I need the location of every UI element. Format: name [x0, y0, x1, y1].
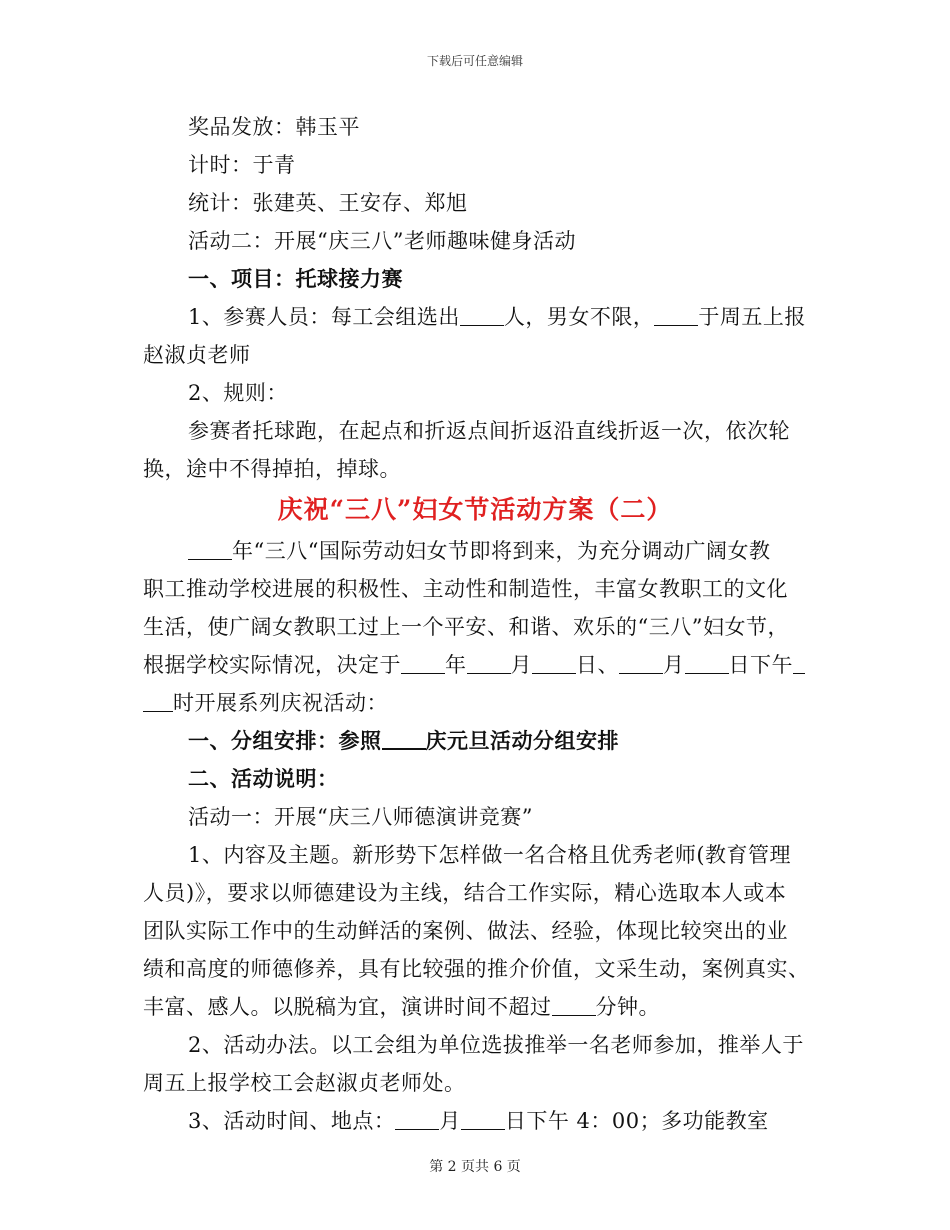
text-line: 职工推动学校进展的积极性、主动性和制造性，丰富女教职工的文化: [143, 577, 788, 601]
text-span: 1、参赛人员：每工会组选出: [188, 305, 460, 329]
text-line: [143, 532, 807, 570]
document-title: 庆祝“三八”妇女节活动方案（二）: [277, 495, 673, 524]
text-span: 分钟。: [595, 995, 660, 1019]
text-line: [143, 298, 807, 336]
page-footer: 第 2 页共 6 页: [429, 1159, 521, 1175]
text-line: 活动一：开展“庆三八师德演讲竞赛”: [188, 805, 533, 829]
section-heading: [143, 722, 807, 760]
text-span: 月: [663, 653, 685, 677]
text-span: 日下午: [728, 653, 793, 677]
text-line: [143, 988, 807, 1026]
text-line: 周五上报学校工会赵淑贞老师处。: [143, 1071, 466, 1095]
blank-underline: [401, 653, 445, 674]
blank-underline: [793, 653, 805, 674]
text-line: [143, 1102, 807, 1140]
blank-underline: [654, 305, 698, 326]
text-span: 年“三八“国际劳动妇女节即将到来，为充分调动广阔女教: [232, 539, 771, 563]
text-span: 年: [445, 653, 467, 677]
text-line: [143, 646, 807, 684]
text-span: 庆元旦活动分组安排: [425, 728, 619, 753]
blank-underline: [467, 653, 511, 674]
blank-underline: [685, 653, 729, 674]
text-line: 人员)》，要求以师德建设为主线，结合工作实际，精心选取本人或本: [143, 881, 787, 905]
text-span: 日、: [576, 653, 619, 677]
blank-underline: [461, 1109, 505, 1130]
text-span: 日下午 4：00；多功能教室: [504, 1109, 769, 1133]
text-line: 奖品发放：韩玉平: [188, 115, 360, 139]
text-span: 时开展系列庆祝活动：: [173, 691, 388, 715]
blank-underline: [188, 539, 232, 560]
blank-underline: [619, 653, 663, 674]
text-line: 参赛者托球跑，在起点和折返点间折返沿直线折返一次，依次轮: [188, 419, 790, 443]
section-heading: 一、项目：托球接力赛: [188, 266, 403, 291]
text-line: 赵淑贞老师: [143, 343, 251, 367]
text-span: 3、活动时间、地点：: [188, 1109, 396, 1133]
blank-underline: [143, 691, 173, 712]
text-line: 绩和高度的师德修养，具有比较强的推介价值，文采生动，案例真实、: [143, 957, 810, 981]
blank-underline: [395, 1109, 439, 1130]
text-line: 2、活动办法。以工会组为单位选拔推举一名老师参加，推举人于: [188, 1033, 804, 1057]
text-span: 月: [510, 653, 532, 677]
text-line: 计时：于青: [188, 153, 296, 177]
blank-underline: [532, 653, 576, 674]
text-line: 活动二：开展“庆三八”老师趣味健身活动: [188, 229, 576, 253]
text-line: 换，途中不得掉拍，掉球。: [143, 457, 401, 481]
text-line: 2、规则：: [188, 381, 288, 405]
blank-underline: [552, 995, 596, 1016]
section-heading: 二、活动说明：: [188, 766, 339, 791]
text-span: 一、分组安排：参照: [188, 728, 382, 753]
text-line: 1、内容及主题。新形势下怎样做一名合格且优秀老师(教育管理: [188, 843, 792, 867]
text-span: 人，男女不限，: [503, 305, 655, 329]
text-span: 月: [439, 1109, 461, 1133]
page-header: 下载后可任意编辑: [426, 54, 523, 68]
blank-underline: [460, 305, 504, 326]
text-span: 丰富、感人。以脱稿为宜，演讲时间不超过: [143, 995, 552, 1019]
text-line: 生活，使广阔女教职工过上一个平安、和谐、欢乐的“三八”妇女节，: [143, 615, 789, 639]
text-span: 于周五上报: [698, 305, 806, 329]
text-line: 团队实际工作中的生动鲜活的案例、做法、经验，体现比较突出的业: [143, 919, 788, 943]
text-line: [143, 684, 807, 722]
document-body: [143, 108, 810, 1140]
text-span: 根据学校实际情况，决定于: [143, 653, 401, 677]
text-line: 统计：张建英、王安存、郑旭: [188, 191, 468, 215]
blank-underline: [382, 728, 426, 750]
